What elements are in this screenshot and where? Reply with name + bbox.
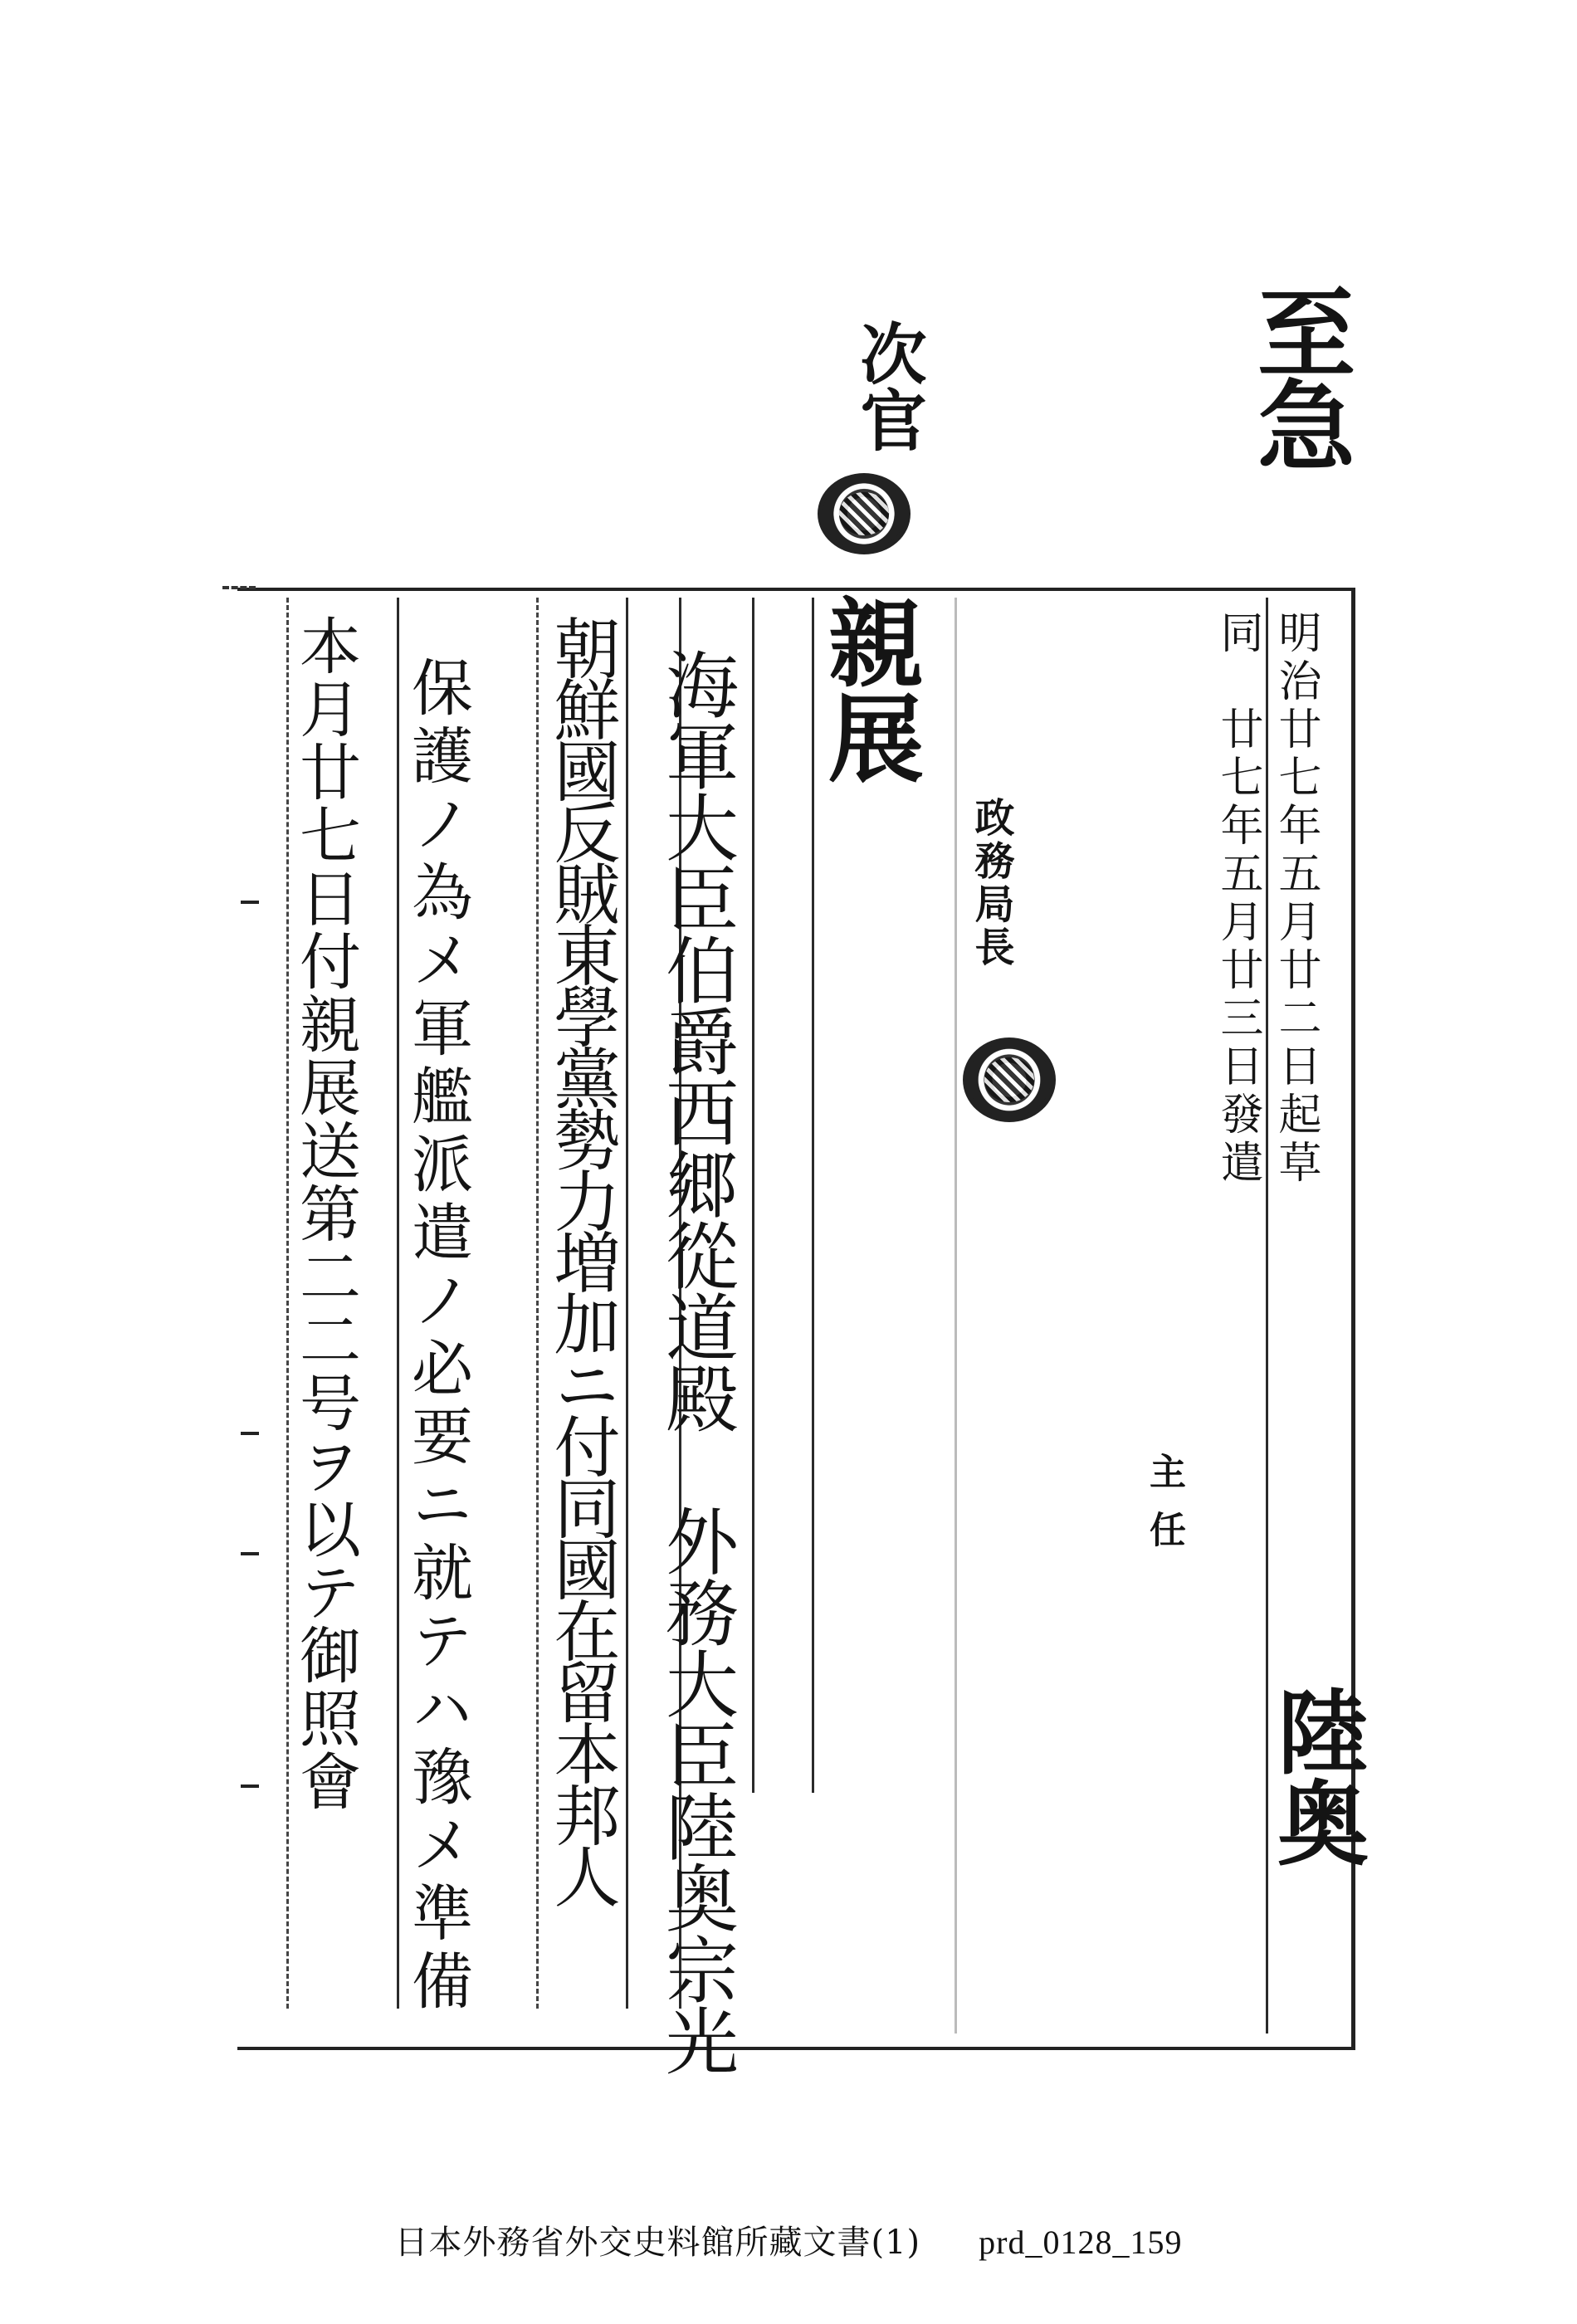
vice-minister-label: 次官 xyxy=(849,320,927,452)
body-line-2: 朝鮮國反賊東學黨勢力増加ニ付同國在留本邦人 xyxy=(543,614,620,1904)
bureau-chief-label: 政務局長 xyxy=(968,797,1014,969)
column-rule xyxy=(626,598,628,2009)
margin-mark xyxy=(241,1432,259,1435)
body-line-4: 本月廿七日付親展送第二二号ヲ以テ御照會 xyxy=(290,614,361,1813)
vice-minister-seal-icon xyxy=(818,473,911,554)
image-id: prd_0128_159 xyxy=(979,2224,1183,2261)
confidential-mark: 親展 xyxy=(812,593,924,784)
person-in-charge-label: 主任 xyxy=(1143,1452,1185,1569)
draft-date: 明治廿七年五月廿二日起草 xyxy=(1271,610,1321,1188)
column-rule xyxy=(397,598,399,2009)
dispatch-date: 同 廿七年五月廿三日發遣 xyxy=(1213,610,1262,1188)
body-line-3: 保護ノ為メ軍艦派遣ノ必要ニ就テハ豫メ準備 xyxy=(402,656,473,2017)
signature: 陸奥 xyxy=(1262,1685,1370,1868)
column-rule xyxy=(286,598,289,2009)
margin-mark xyxy=(241,1784,259,1788)
column-rule xyxy=(536,598,539,2009)
archive-name: 日本外務省外交史料館所藏文書(1) xyxy=(394,2224,921,2262)
urgent-mark: 至急 xyxy=(1241,282,1356,468)
column-rule xyxy=(752,598,754,1793)
archive-caption xyxy=(0,2216,1577,2263)
column-rule xyxy=(954,598,957,2034)
margin-mark xyxy=(241,1552,259,1555)
body-line-1: 海軍大臣伯爵西郷從道殿 外務大臣陸奥宗光 xyxy=(654,647,740,2075)
bureau-chief-seal-icon xyxy=(963,1038,1056,1122)
margin-mark xyxy=(241,901,259,904)
